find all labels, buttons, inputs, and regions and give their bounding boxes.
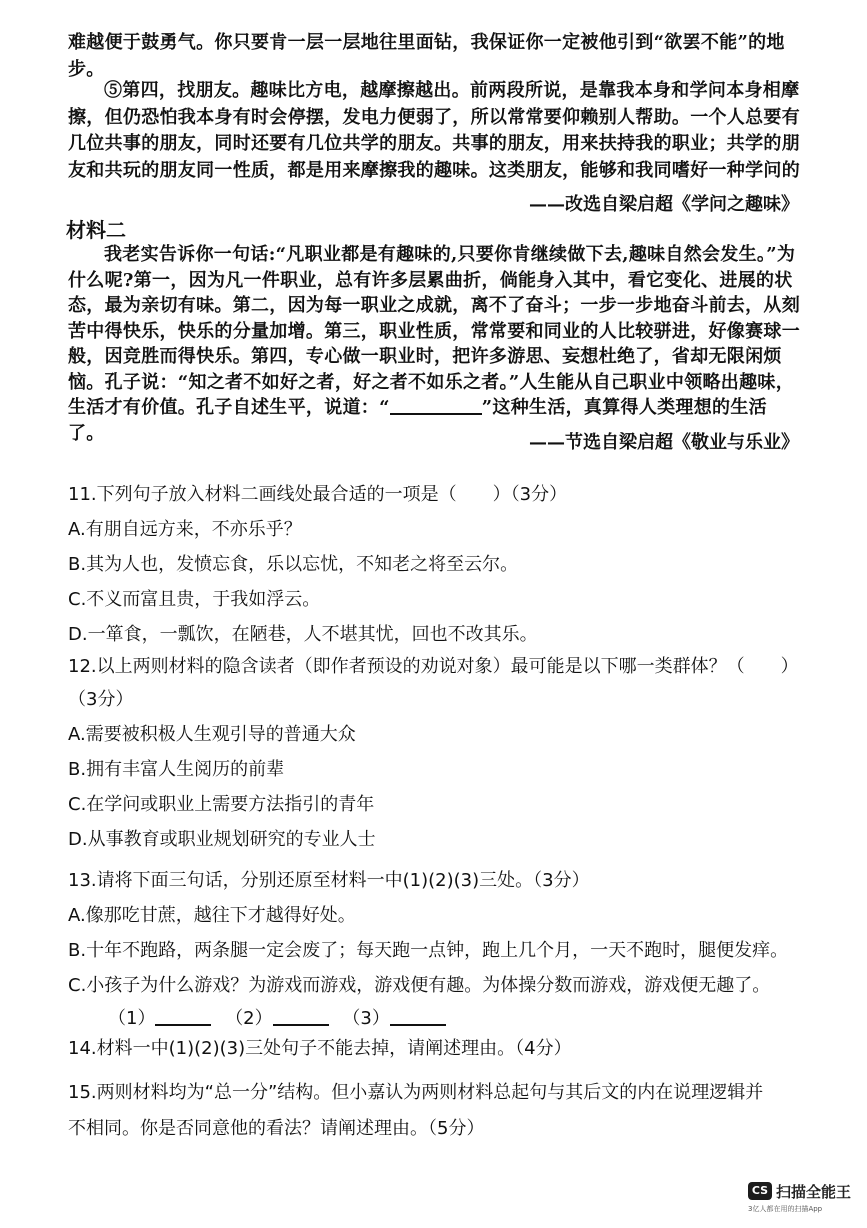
question-11-stem: 11.下列句子放入材料二画线处最合适的一项是（ ）（3分） <box>68 484 568 505</box>
question-11-option-b: B.其为人也，发愤忘食，乐以忘忧，不知老之将至云尔。 <box>68 554 519 575</box>
question-13-blank-3[interactable] <box>390 1008 446 1026</box>
question-11-option-c: C.不义而富且贵，于我如浮云。 <box>68 589 321 610</box>
material1-fourth-text: ⑤第四，找朋友。趣味比方电，越摩擦越出。前两段所说，是靠我本身和学问本身相摩擦，但仍恐怕我本身有时会停摆，发电力便弱了，所以常常要仰赖别人帮助。一个人总要有几位共事的朋友，同时还要有几位共学的朋友。共事的朋友，用来扶持我的职业；共学的朋友和共玩的朋友同一性质，都是用来摩擦我的趣味。这类朋友，能够和我同嗜好一种学问的 <box>68 80 800 181</box>
question-12 <box>68 652 808 855</box>
question-12-option-a: A.需要被积极人生观引导的普通大众 <box>68 724 356 745</box>
material1-fourth-paragraph <box>68 78 803 184</box>
question-15-stem-line1: 15.两则材料均为“总一分”结构。但小嘉认为两则材料总起句与其后文的内在说理逻辑并 <box>68 1082 764 1103</box>
question-12-option-c: C.在学问或职业上需要方法指引的青年 <box>68 794 375 815</box>
question-12-stem: 12.以上两则材料的隐含读者（即作者预设的劝说对象）最可能是以下哪一类群体？（ ） <box>68 656 799 677</box>
question-13-label-1: （1） <box>108 1008 156 1029</box>
question-12-score: （3分） <box>68 689 134 710</box>
question-12-option-d: D.从事教育或职业规划研究的专业人士 <box>68 829 376 850</box>
question-13-option-c: C.小孩子为什么游戏？为游戏而游戏，游戏便有趣。为体操分数而游戏，游戏便无趣了。 <box>68 975 771 996</box>
question-13-blank-2[interactable] <box>273 1008 329 1026</box>
question-11-option-a: A.有朋自远方来，不亦乐乎？ <box>68 519 302 540</box>
question-15 <box>68 1078 808 1144</box>
question-13-stem: 13.请将下面三句话，分别还原至材料一中(1)(2)(3)三处。（3分） <box>68 870 590 891</box>
material1-top-line: 难越便于鼓勇气。你只要肯一层一层地往里面钻，我保证你一定被他引到“欲罢不能”的地步。 <box>68 32 785 80</box>
watermark-tagline: 3亿人都在用的扫描App <box>748 1205 823 1213</box>
question-14: 14.材料一中(1)(2)(3)三处句子不能去掉，请阐述理由。（4分） <box>68 1038 572 1059</box>
scanner-watermark <box>748 1180 852 1220</box>
question-13-option-b: B.十年不跑路，两条腿一定会废了；每天跑一点钟，跑上几个月，一天不跑时，腿便发痒。 <box>68 940 789 961</box>
question-13 <box>68 866 808 1034</box>
material2-text-after-blank: ”这种生活，真算得人类理想的生活了。 <box>68 397 767 444</box>
material2-heading: 材料二 <box>66 218 126 242</box>
question-11 <box>68 480 808 650</box>
material2-paragraph <box>68 242 803 446</box>
camscanner-logo-icon: CS <box>748 1182 772 1200</box>
material1-source: ——改选自梁启超《学问之趣味》 <box>529 194 799 215</box>
watermark-name: 扫描全能王 <box>776 1183 852 1201</box>
question-13-answer-line <box>68 1004 808 1034</box>
material2-answer-blank <box>390 397 482 415</box>
question-12-option-b: B.拥有丰富人生阅历的前辈 <box>68 759 285 780</box>
question-11-option-d: D.一箪食，一瓢饮，在陋巷，人不堪其忧，回也不改其乐。 <box>68 624 538 645</box>
material2-text-before-blank: 我老实告诉你一句话:“凡职业都是有趣味的,只要你肯继续做下去,趣味自然会发生。”为什么呢?第一，因为凡一件职业，总有许多层累曲折，倘能身入其中，看它变化、进展的状态，最为亲切有味。第二，因为每一职业之成就，离不了奋斗；一步一步地奋斗前去，从刻苦中得快乐，快乐的分量加增。第三，职业性质，常常要和同业的人比较骈进，好像赛球一般，因竞胜而得快乐。第四，专心做一职业时，把许多游思、妄想杜绝了，省却无限闲烦恼。孔子说：“知之者不如好之者，好之者不如乐之者。”人生能从自己职业中领略出趣味，生活才有价值。孔子自述生平，说道：“ <box>68 244 800 418</box>
question-13-label-3: （3） <box>342 1008 390 1029</box>
question-15-stem-line2: 不相同。你是否同意他的看法？请阐述理由。（5分） <box>68 1118 485 1139</box>
question-13-blank-1[interactable] <box>155 1008 211 1026</box>
question-13-label-2: （2） <box>225 1008 273 1029</box>
question-13-option-a: A.像那吃甘蔗，越往下才越得好处。 <box>68 905 356 926</box>
material2-source: ——节选自梁启超《敬业与乐业》 <box>529 432 799 453</box>
